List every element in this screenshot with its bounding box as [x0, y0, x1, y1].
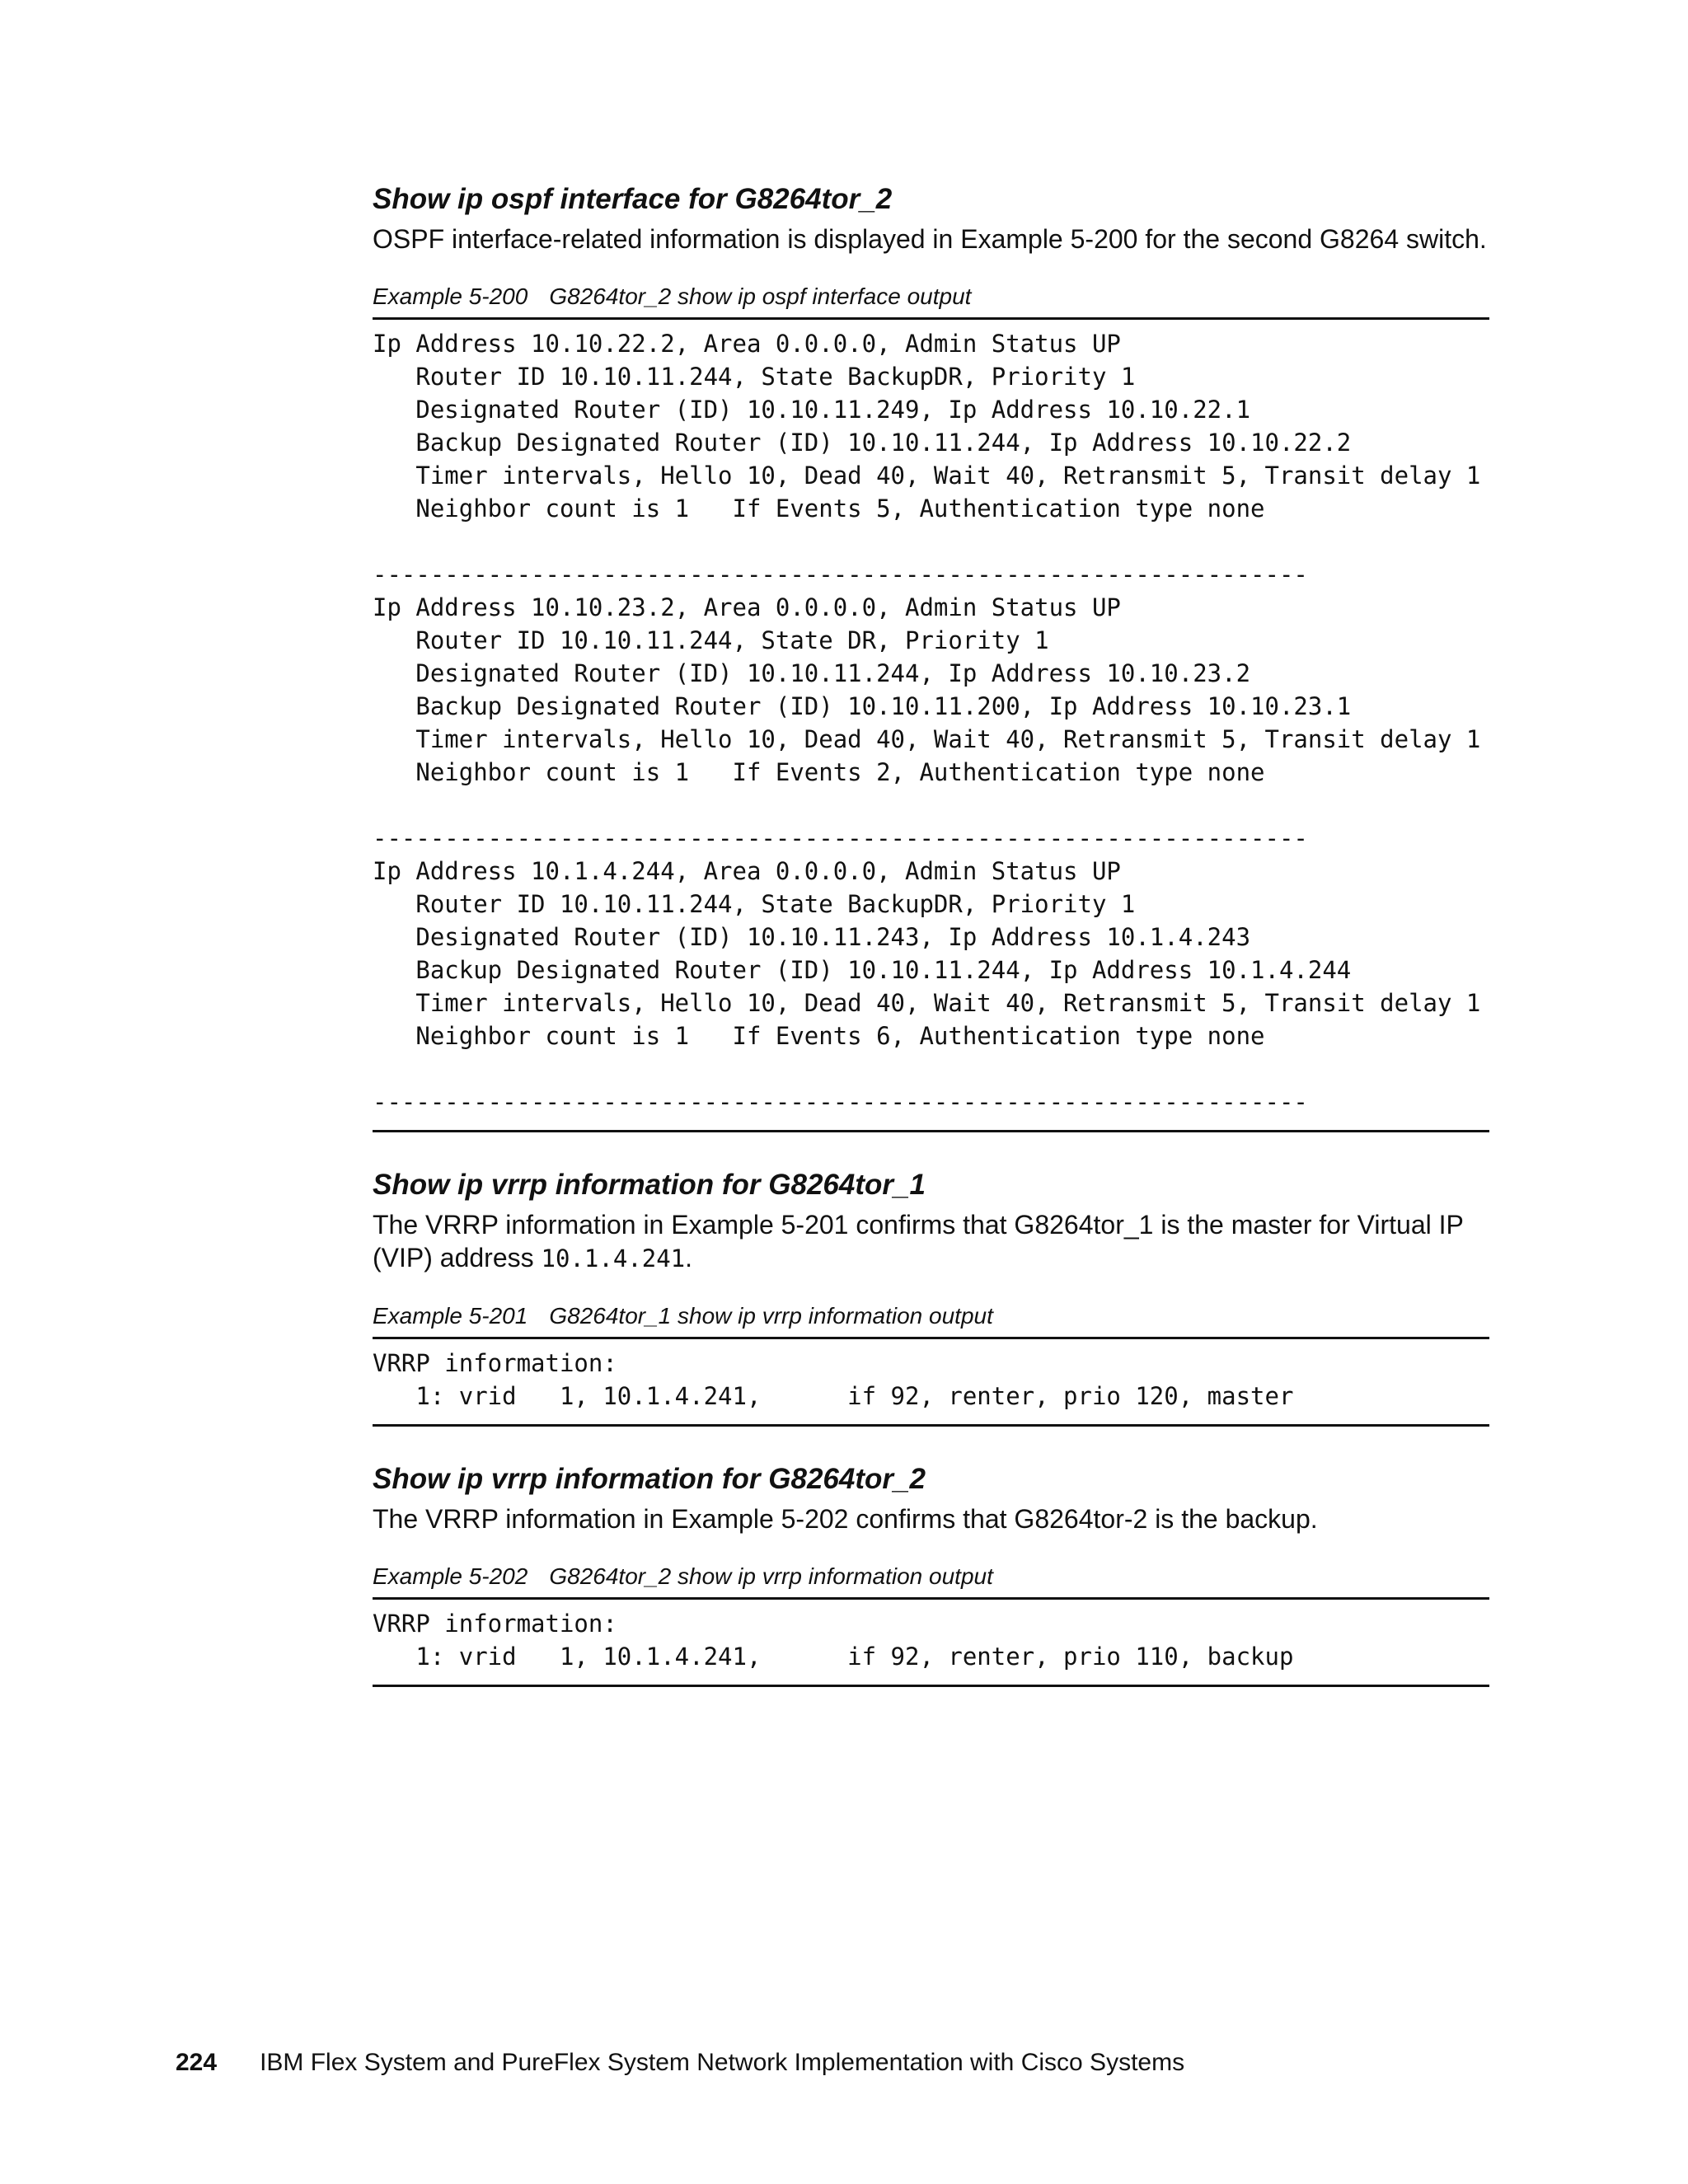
section-body: The VRRP information in Example 5-202 confirms that G8264tor-2 is the backup. [373, 1504, 1318, 1534]
book-title: IBM Flex System and PureFlex System Network Implementation with Cisco Systems [260, 2049, 1185, 2076]
example-caption [373, 1563, 1489, 1591]
section-body: OSPF interface-related information is displayed in Example 5-200 for the second G8264 switch. [373, 224, 1487, 254]
example-title: G8264tor_2 show ip vrrp information output [549, 1563, 993, 1589]
page-content [373, 183, 1489, 1687]
code-block: Ip Address 10.10.22.2, Area 0.0.0.0, Admin Status UP Router ID 10.10.11.244, State BackupDR, Priority 1 Designated Router (ID) 10.10.11.249, Ip Address 10.10.22.1 Backup Designated Router (ID) 10.10.11.244, Ip Address 10.10.22.2 Timer intervals, Hello 10, Dead 40, Wait 40, Retransmit 5, Transit delay 1 Neighbor count is 1 If Events 5, Authentication type none ----------------------------------------------------------------- Ip Address 10.10.23.2, Area 0.0.0.0, Admin Status UP Router ID 10.10.11.244, State DR, Priority 1 Designated Router (ID) 10.10.11.244, Ip Address 10.10.23.2 Backup Designated Router (ID) 10.10.11.200, Ip Address 10.10.23.1 Timer intervals, Hello 10, Dead 40, Wait 40, Retransmit 5, Transit delay 1 Neighbor count is 1 If Events 2, Authentication type none ----------------------------------------------------------------- Ip Address 10.1.4.244, Area 0.0.0.0, Admin Status UP Router ID 10.10.11.244, State BackupDR, Priority 1 Designated Router (ID) 10.10.11.243, Ip Address 10.1.4.243 Backup Designated Router (ID) 10.10.11.244, Ip Address 10.1.4.244 Timer intervals, Hello 10, Dead 40, Wait 40, Retransmit 5, Transit delay 1 Neighbor count is 1 If Events 6, Authentication type none ----------------------------------------------------------------- [373, 317, 1489, 1132]
example-number: Example 5-200 [373, 284, 528, 309]
section-vrrp-tor2 [373, 1463, 1489, 1687]
section-heading: Show ip vrrp information for G8264tor_1 [373, 1169, 926, 1201]
example-number: Example 5-201 [373, 1303, 528, 1329]
example-number: Example 5-202 [373, 1563, 528, 1589]
section-body [373, 1208, 1489, 1275]
page-number: 224 [176, 2049, 218, 2076]
section-heading: Show ip ospf interface for G8264tor_2 [373, 183, 893, 215]
page-footer [176, 2046, 1184, 2079]
example-title: G8264tor_1 show ip vrrp information output [549, 1303, 993, 1329]
example-caption [373, 283, 1489, 311]
body-inline-code: 10.1.4.241 [541, 1244, 686, 1272]
code-block: VRRP information: 1: vrid 1, 10.1.4.241, if 92, renter, prio 120, master [373, 1337, 1489, 1427]
section-heading: Show ip vrrp information for G8264tor_2 [373, 1463, 926, 1495]
body-end: . [685, 1243, 693, 1272]
example-caption [373, 1302, 1489, 1330]
example-title: G8264tor_2 show ip ospf interface output [549, 284, 972, 309]
code-block: VRRP information: 1: vrid 1, 10.1.4.241, if 92, renter, prio 110, backup [373, 1597, 1489, 1687]
body-text: The VRRP information in Example 5-201 confirms that G8264tor_1 is the master for Virtual IP (VIP) address [373, 1210, 1464, 1272]
section-ospf-interface-tor2 [373, 183, 1489, 1132]
section-vrrp-tor1 [373, 1169, 1489, 1427]
